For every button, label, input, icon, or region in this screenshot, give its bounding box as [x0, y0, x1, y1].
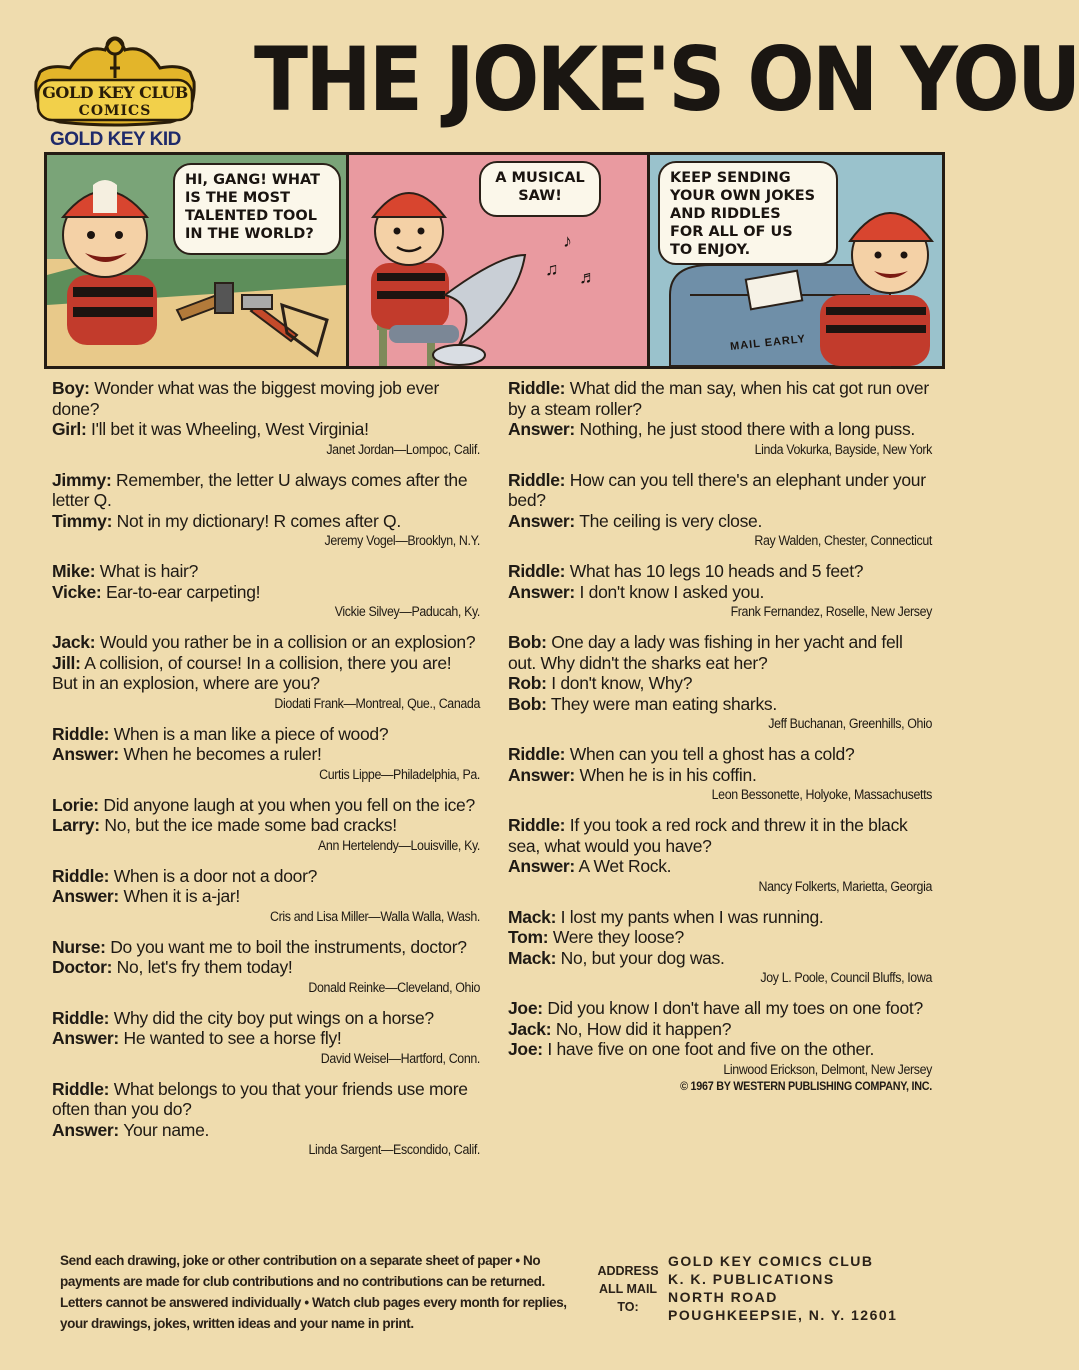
joke-line	[508, 511, 932, 532]
joke-item	[508, 632, 932, 732]
joke-item	[508, 561, 932, 620]
joke-item	[52, 1008, 480, 1067]
music-note-icon: ♬	[579, 267, 597, 287]
joke-line	[52, 724, 480, 745]
joke-text: Would you rather be in a collision or an explosion?	[95, 632, 476, 652]
contributor-credit: Leon Bessonette, Holyoke, Massachusetts	[711, 787, 932, 802]
speaker-label: Joe:	[508, 998, 543, 1018]
joke-text: When he becomes a ruler!	[118, 744, 322, 764]
joke-line	[508, 673, 932, 694]
joke-text: When is a man like a piece of wood?	[109, 723, 389, 744]
joke-line	[508, 561, 932, 582]
joke-text: Why did the city boy put wings on a horse?	[109, 1007, 434, 1028]
joke-line	[52, 937, 480, 958]
joke-line	[508, 815, 932, 856]
joke-text: I have five on one foot and five on the other.	[542, 1039, 875, 1059]
contributor-credit: Frank Fernandez, Roselle, New Jersey	[730, 604, 932, 619]
joke-text: A Wet Rock.	[574, 856, 672, 876]
speaker-label: Answer:	[508, 419, 575, 439]
address-line: K. K. PUBLICATIONS	[668, 1271, 835, 1287]
logo-text-line2: COMICS	[78, 103, 152, 119]
joke-text: Your name.	[118, 1119, 210, 1140]
joke-item	[52, 866, 480, 925]
joke-item	[508, 378, 932, 458]
speaker-label: Mike:	[52, 561, 96, 581]
joke-text: I'll bet it was Wheeling, West Virginia!	[86, 419, 369, 439]
joke-line	[508, 948, 932, 969]
mailing-address	[668, 1252, 928, 1324]
speech-balloon-2: A MUSICAL SAW!	[479, 161, 601, 217]
joke-item	[52, 378, 480, 458]
joke-text: What belongs to you that your friends use more often than you do?	[52, 1078, 468, 1119]
joke-line	[52, 653, 480, 694]
contributor-credit: Diodati Frank—Montreal, Que., Canada	[274, 695, 480, 711]
joke-text: When can you tell a ghost has a cold?	[565, 744, 855, 764]
comic-strip	[44, 152, 945, 369]
joke-item	[52, 561, 480, 620]
joke-item	[52, 470, 480, 550]
comic-panel-2	[349, 155, 647, 366]
address-line: GOLD KEY COMICS CLUB	[668, 1253, 874, 1269]
joke-text: Were they loose?	[548, 927, 684, 947]
speaker-label: Mack:	[508, 947, 557, 968]
joke-text: Nothing, he just stood there with a long puss.	[574, 419, 915, 439]
speaker-label: Lorie:	[52, 794, 99, 815]
speaker-label: Riddle:	[508, 561, 566, 581]
contributor-credit: Jeremy Vogel—Brooklyn, N.Y.	[324, 533, 480, 548]
joke-text: Remember, the letter U always comes after the letter Q.	[52, 469, 468, 510]
contributor-credit: Cris and Lisa Miller—Walla Walla, Wash.	[270, 908, 480, 924]
joke-line	[508, 694, 932, 715]
joke-line	[508, 470, 932, 511]
address-label: ADDRESS ALL MAIL TO:	[597, 1264, 659, 1314]
speaker-label: Jill:	[52, 652, 81, 673]
speaker-label: Riddle:	[52, 1007, 110, 1028]
joke-item	[508, 815, 932, 895]
joke-line	[508, 927, 932, 948]
joke-line	[52, 744, 480, 765]
speaker-label: Riddle:	[52, 1078, 110, 1099]
copyright-notice: © 1967 BY WESTERN PUBLISHING COMPANY, INC.	[680, 1078, 932, 1093]
gold-key-club-logo	[30, 24, 200, 128]
contributor-credit: Ray Walden, Chester, Connecticut	[754, 533, 932, 548]
joke-text: They were man eating sharks.	[546, 693, 777, 714]
contributor-credit: Linda Sargent—Escondido, Calif.	[308, 1142, 480, 1157]
speaker-label: Larry:	[52, 815, 100, 835]
joke-text: If you took a red rock and threw it in the black sea, what would you have?	[508, 815, 908, 856]
speaker-label: Jack:	[52, 632, 96, 652]
contributor-credit: Vickie Silvey—Paducah, Ky.	[334, 604, 480, 619]
joke-text: What did the man say, when his cat got run over by a steam roller?	[508, 378, 929, 419]
comic-panel-1	[47, 155, 346, 366]
joke-text: I lost my pants when I was running.	[556, 906, 824, 927]
comic-panel-3	[650, 155, 942, 366]
logo-text-line1: GOLD KEY CLUB	[42, 83, 188, 102]
mailbox-label: MAIL EARLY	[729, 333, 807, 353]
jokes-column-left	[52, 378, 480, 1170]
joke-line	[52, 1008, 480, 1029]
speaker-label: Doctor:	[52, 957, 113, 977]
speaker-label: Joe:	[508, 1039, 543, 1059]
joke-text: Do you want me to boil the instruments, doctor?	[105, 936, 467, 957]
speaker-label: Answer:	[508, 581, 575, 602]
joke-item	[52, 937, 480, 996]
joke-line	[52, 957, 480, 978]
joke-item	[508, 744, 932, 803]
contributor-credit: Linda Vokurka, Bayside, New York	[754, 441, 932, 457]
joke-line	[52, 632, 480, 653]
speaker-label: Jack:	[508, 1018, 552, 1039]
joke-line	[508, 998, 932, 1019]
joke-text: When he is in his coffin.	[574, 764, 757, 785]
contributor-credit: Donald Reinke—Cleveland, Ohio	[308, 979, 480, 995]
joke-line	[508, 582, 932, 603]
speaker-label: Bob:	[508, 693, 547, 714]
joke-line	[52, 419, 480, 440]
joke-line	[508, 856, 932, 877]
speaker-label: Answer:	[508, 764, 575, 785]
joke-text: Wonder what was the biggest moving job ever done?	[52, 378, 440, 419]
joke-item	[508, 998, 932, 1093]
contributor-credit: Janet Jordan—Lompoc, Calif.	[326, 441, 480, 457]
joke-text: I don't know, Why?	[546, 673, 693, 693]
contributor-credit: David Weisel—Hartford, Conn.	[320, 1050, 480, 1066]
speaker-label: Tom:	[508, 927, 549, 947]
joke-text: When is a door not a door?	[109, 865, 318, 886]
speaker-label: Answer:	[52, 1119, 119, 1140]
joke-item	[52, 724, 480, 783]
joke-text: No, How did it happen?	[551, 1018, 732, 1039]
contributor-credit: Jeff Buchanan, Greenhills, Ohio	[768, 716, 932, 731]
contributor-credit: Ann Hertelendy—Louisville, Ky.	[317, 837, 480, 853]
joke-line	[508, 744, 932, 765]
speaker-label: Riddle:	[508, 378, 566, 398]
speaker-label: Answer:	[52, 744, 119, 764]
joke-item	[508, 470, 932, 550]
joke-line	[508, 907, 932, 928]
contributor-credit: Curtis Lippe—Philadelphia, Pa.	[319, 766, 480, 782]
speaker-label: Bob:	[508, 632, 547, 652]
speaker-label: Girl:	[52, 419, 87, 439]
joke-text: What is hair?	[95, 561, 199, 581]
joke-line	[52, 1079, 480, 1120]
jokes-column-right	[508, 378, 932, 1105]
speaker-label: Rob:	[508, 673, 547, 693]
joke-text: Ear-to-ear carpeting!	[101, 581, 261, 602]
speech-balloon-1: HI, GANG! WHAT IS THE MOST TALENTED TOOL IN THE WORLD?	[173, 163, 341, 255]
speech-balloon-3: KEEP SENDING YOUR OWN JOKES AND RIDDLES FOR ALL OF US TO ENJOY.	[658, 161, 838, 265]
joke-item	[52, 632, 480, 712]
joke-item	[508, 907, 932, 987]
joke-text: One day a lady was fishing in her yacht and fell out. Why didn't the sharks eat her?	[508, 632, 903, 673]
address-line: NORTH ROAD	[668, 1289, 778, 1305]
speaker-label: Timmy:	[52, 510, 113, 531]
joke-text: Not in my dictionary! R comes after Q.	[112, 510, 401, 531]
speaker-label: Nurse:	[52, 936, 106, 957]
speaker-label: Riddle:	[52, 723, 110, 744]
joke-line	[52, 815, 480, 836]
joke-text: I don't know I asked you.	[574, 581, 765, 602]
joke-line	[52, 470, 480, 511]
joke-line	[508, 1019, 932, 1040]
joke-line	[52, 795, 480, 816]
joke-line	[508, 1039, 932, 1060]
speaker-label: Riddle:	[508, 744, 566, 764]
speaker-label: Mack:	[508, 906, 557, 927]
music-note-icon: ♫	[545, 259, 559, 279]
speaker-label: Answer:	[52, 886, 119, 906]
joke-line	[508, 632, 932, 673]
speaker-label: Answer:	[52, 1028, 119, 1048]
speaker-label: Answer:	[508, 856, 575, 876]
joke-text: He wanted to see a horse fly!	[118, 1028, 342, 1048]
contributor-credit: Linwood Erickson, Delmont, New Jersey	[723, 1061, 932, 1077]
speaker-label: Vicke:	[52, 581, 102, 602]
music-note-icon: ♪	[563, 231, 572, 251]
address-line: POUGHKEEPSIE, N. Y. 12601	[668, 1307, 898, 1323]
joke-line	[52, 1028, 480, 1049]
contributor-credit: Nancy Folkerts, Marietta, Georgia	[758, 878, 932, 894]
joke-text: No, but your dog was.	[556, 947, 725, 968]
page-title: THE JOKE'S ON YOU	[254, 28, 1079, 131]
joke-line	[52, 1120, 480, 1141]
joke-line	[508, 765, 932, 786]
joke-text: Did you know I don't have all my toes on one foot?	[542, 998, 923, 1018]
joke-line	[52, 378, 480, 419]
joke-text: The ceiling is very close.	[574, 510, 763, 531]
joke-text: A collision, of course! In a collision, there you are! But in an explosion, where are you?	[52, 652, 452, 693]
joke-line	[52, 561, 480, 582]
joke-line	[52, 511, 480, 532]
joke-line	[508, 419, 932, 440]
joke-text: What has 10 legs 10 heads and 5 feet?	[565, 561, 864, 581]
speaker-label: Riddle:	[52, 865, 110, 886]
speaker-label: Boy:	[52, 378, 90, 398]
joke-line	[52, 582, 480, 603]
speaker-label: Jimmy:	[52, 469, 112, 490]
joke-text: No, let's fry them today!	[112, 957, 293, 977]
joke-text: Did anyone laugh at you when you fell on the ice?	[98, 794, 475, 815]
speaker-label: Answer:	[508, 510, 575, 531]
joke-item	[52, 1079, 480, 1159]
joke-line	[52, 866, 480, 887]
joke-text: How can you tell there's an elephant under your bed?	[508, 469, 926, 510]
joke-text: When it is a-jar!	[118, 886, 240, 906]
speaker-label: Riddle:	[508, 815, 566, 835]
joke-item	[52, 795, 480, 854]
joke-line	[52, 886, 480, 907]
contributor-credit: Joy L. Poole, Council Bluffs, Iowa	[760, 970, 932, 985]
contribution-rules: Send each drawing, joke or other contribution on a separate sheet of paper • No payments are made for club contributions and no contributions can be returned. Letters cannot be answered individually • Watch club pages every month for replies, your drawings, jokes, written ideas and your name in print.	[60, 1253, 567, 1331]
joke-line	[508, 378, 932, 419]
feature-subtitle: GOLD KEY KID	[50, 129, 181, 150]
speaker-label: Riddle:	[508, 469, 566, 490]
joke-text: No, but the ice made some bad cracks!	[99, 815, 397, 835]
